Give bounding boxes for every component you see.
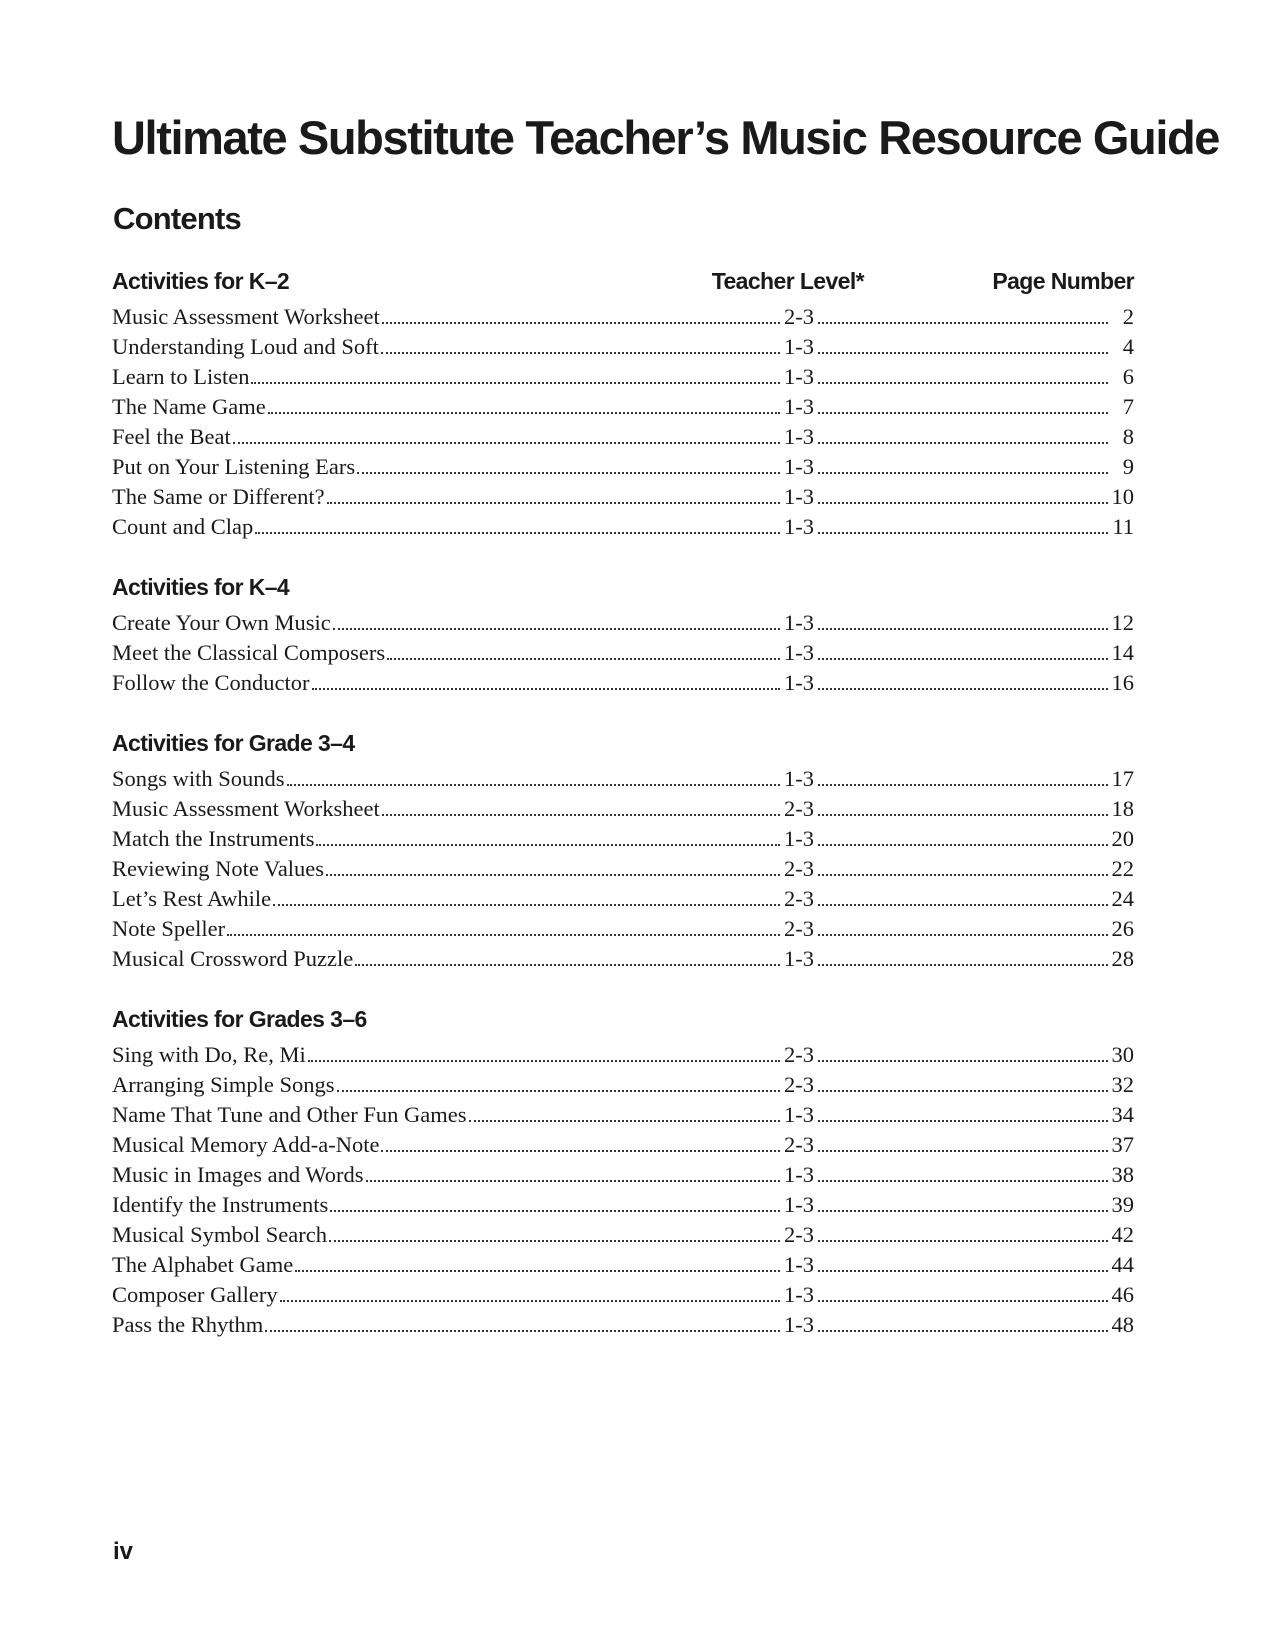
toc-entry-page-number: 46	[1111, 1282, 1134, 1307]
toc-entry-page-number: 30	[1111, 1042, 1134, 1067]
toc-entry-title: Put on Your Listening Ears	[112, 454, 356, 479]
toc-entry-title: Composer Gallery	[112, 1282, 278, 1307]
toc-entry-title: Understanding Loud and Soft	[112, 334, 379, 359]
toc-entry-page-number: 38	[1111, 1162, 1134, 1187]
leader-dots	[316, 844, 780, 846]
leader-dots	[818, 874, 1108, 876]
toc-entry-title: Count and Clap	[112, 514, 254, 539]
leader-dots	[818, 1210, 1108, 1212]
leader-dots	[280, 1300, 780, 1302]
toc-entry-title: Let’s Rest Awhile	[112, 886, 272, 911]
leader-dots	[818, 442, 1108, 444]
toc-items	[112, 1040, 1134, 1340]
toc-entry-teacher-level: 2-3	[784, 856, 814, 881]
leader-dots	[818, 472, 1108, 474]
toc-entry-teacher-level: 1-3	[784, 946, 814, 971]
toc-entry	[112, 944, 1134, 974]
toc-entry-title: The Name Game	[112, 394, 266, 419]
toc-items	[112, 764, 1134, 974]
toc-entry-title: Arranging Simple Songs	[112, 1072, 335, 1097]
leader-dots	[818, 658, 1108, 660]
section-title: Activities for Grade 3–4	[112, 730, 355, 756]
leader-dots	[366, 1180, 781, 1182]
toc-entry-teacher-level: 2-3	[784, 1222, 814, 1247]
toc-entry	[112, 1280, 1134, 1310]
toc-entry-title: The Alphabet Game	[112, 1252, 294, 1277]
toc-entry-teacher-level: 1-3	[784, 514, 814, 539]
toc-entry	[112, 392, 1134, 422]
toc-entry	[112, 1220, 1134, 1250]
leader-dots	[357, 472, 780, 474]
contents-heading: Contents	[113, 201, 241, 236]
toc-entry-teacher-level: 1-3	[784, 766, 814, 791]
toc-entry-page-number: 10	[1111, 484, 1134, 509]
leader-dots	[333, 628, 780, 630]
toc-entry	[112, 824, 1134, 854]
leader-dots	[382, 814, 780, 816]
toc-entry	[112, 422, 1134, 452]
leader-dots	[227, 934, 780, 936]
leader-dots	[382, 322, 780, 324]
toc-entry-teacher-level: 1-3	[784, 670, 814, 695]
toc-entry-page-number: 44	[1111, 1252, 1134, 1277]
section-title: Activities for K–2	[112, 268, 290, 294]
toc-entry	[112, 1310, 1134, 1340]
leader-dots	[308, 1060, 780, 1062]
toc-entry-page-number: 48	[1111, 1312, 1134, 1337]
leader-dots	[818, 1060, 1108, 1062]
toc-entry-title: The Same or Different?	[112, 484, 325, 509]
leader-dots	[818, 784, 1108, 786]
toc-entry-title: Follow the Conductor	[112, 670, 310, 695]
toc-entry-title: Pass the Rhythm	[112, 1312, 264, 1337]
page-folio: iv	[113, 1538, 134, 1565]
leader-dots	[818, 412, 1108, 414]
toc-entry-title: Name That Tune and Other Fun Games	[112, 1102, 467, 1127]
toc-entry	[112, 452, 1134, 482]
toc-entry	[112, 1040, 1134, 1070]
toc-entry	[112, 668, 1134, 698]
toc-entry-teacher-level: 1-3	[784, 394, 814, 419]
leader-dots	[287, 784, 780, 786]
toc-entry-title: Music Assessment Worksheet	[112, 304, 380, 329]
toc-entry-teacher-level: 1-3	[784, 334, 814, 359]
toc-entry	[112, 332, 1134, 362]
toc-entry-teacher-level: 1-3	[784, 640, 814, 665]
page-title: Ultimate Substitute Teacher’s Music Resource Guide	[112, 111, 1220, 164]
toc-entry-teacher-level: 2-3	[784, 916, 814, 941]
toc-entry-page-number: 9	[1122, 454, 1134, 479]
toc-entry-teacher-level: 1-3	[784, 1282, 814, 1307]
leader-dots	[329, 1240, 780, 1242]
toc-section-grades-3-6	[112, 1004, 1134, 1340]
toc-entry-title: Learn to Listen	[112, 364, 250, 389]
toc-entry-title: Meet the Classical Composers	[112, 640, 386, 665]
toc-items	[112, 302, 1134, 542]
leader-dots	[251, 382, 780, 384]
leader-dots	[355, 964, 780, 966]
toc-entry-page-number: 11	[1112, 514, 1134, 539]
leader-dots	[327, 502, 780, 504]
toc-entry	[112, 914, 1134, 944]
toc-entry-title: Musical Memory Add-a-Note	[112, 1132, 380, 1157]
toc-entry-title: Sing with Do, Re, Mi	[112, 1042, 306, 1067]
toc-entry-teacher-level: 1-3	[784, 1102, 814, 1127]
toc-entry-teacher-level: 1-3	[784, 1312, 814, 1337]
toc-entry-teacher-level: 2-3	[784, 304, 814, 329]
toc-section-grade-3-4	[112, 728, 1134, 974]
leader-dots	[312, 688, 781, 690]
toc-entry-title: Feel the Beat	[112, 424, 231, 449]
leader-dots	[818, 934, 1108, 936]
toc-entry	[112, 302, 1134, 332]
toc-entry	[112, 1160, 1134, 1190]
toc-entry-page-number: 26	[1111, 916, 1134, 941]
toc-entry-page-number: 39	[1111, 1192, 1134, 1217]
toc-entry	[112, 1100, 1134, 1130]
toc-entry-page-number: 34	[1111, 1102, 1134, 1127]
leader-dots	[818, 502, 1108, 504]
toc-entry-teacher-level: 1-3	[784, 484, 814, 509]
toc-items	[112, 608, 1134, 698]
leader-dots	[337, 1090, 781, 1092]
toc-entry	[112, 764, 1134, 794]
leader-dots	[818, 352, 1108, 354]
toc-entry	[112, 608, 1134, 638]
leader-dots	[818, 814, 1108, 816]
toc-entry-page-number: 8	[1122, 424, 1134, 449]
section-title: Activities for Grades 3–6	[112, 1006, 367, 1032]
toc-entry-page-number: 7	[1122, 394, 1134, 419]
toc-entry-teacher-level: 1-3	[784, 1252, 814, 1277]
toc-entry-page-number: 6	[1122, 364, 1134, 389]
leader-dots	[818, 964, 1108, 966]
toc-entry-teacher-level: 2-3	[784, 1072, 814, 1097]
leader-dots	[818, 688, 1108, 690]
toc-entry	[112, 794, 1134, 824]
toc-entry-title: Match the Instruments	[112, 826, 315, 851]
toc-entry-teacher-level: 1-3	[784, 1162, 814, 1187]
toc-entry	[112, 638, 1134, 668]
toc-header-row	[112, 266, 1134, 302]
leader-dots	[818, 1180, 1108, 1182]
toc-entry-page-number: 28	[1111, 946, 1134, 971]
toc-entry-title: Songs with Sounds	[112, 766, 285, 791]
leader-dots	[818, 1300, 1108, 1302]
toc-entry	[112, 1130, 1134, 1160]
leader-dots	[273, 904, 780, 906]
toc-entry	[112, 1070, 1134, 1100]
leader-dots	[818, 1270, 1108, 1272]
toc-entry-page-number: 32	[1111, 1072, 1134, 1097]
toc-entry-page-number: 42	[1111, 1222, 1134, 1247]
toc-entry-page-number: 18	[1111, 796, 1134, 821]
toc-entry	[112, 482, 1134, 512]
leader-dots	[381, 1150, 780, 1152]
toc-entry-page-number: 24	[1111, 886, 1134, 911]
leader-dots	[818, 532, 1108, 534]
toc-entry-title: Musical Crossword Puzzle	[112, 946, 354, 971]
leader-dots	[818, 382, 1108, 384]
leader-dots	[818, 1090, 1108, 1092]
toc-entry	[112, 1190, 1134, 1220]
toc-entry-teacher-level: 2-3	[784, 1042, 814, 1067]
toc-entry-title: Identify the Instruments	[112, 1192, 329, 1217]
toc-entry-teacher-level: 2-3	[784, 1132, 814, 1157]
toc-entry-teacher-level: 1-3	[784, 364, 814, 389]
toc-entry	[112, 512, 1134, 542]
toc-entry-teacher-level: 2-3	[784, 886, 814, 911]
leader-dots	[818, 1240, 1108, 1242]
leader-dots	[326, 874, 780, 876]
toc-entry-page-number: 4	[1122, 334, 1134, 359]
toc-entry-teacher-level: 2-3	[784, 796, 814, 821]
toc-entry-page-number: 12	[1111, 610, 1134, 635]
toc-entry	[112, 1250, 1134, 1280]
toc-entry-teacher-level: 1-3	[784, 610, 814, 635]
leader-dots	[818, 628, 1108, 630]
leader-dots	[381, 352, 780, 354]
toc-entry-page-number: 16	[1111, 670, 1134, 695]
toc-entry-teacher-level: 1-3	[784, 424, 814, 449]
toc-section-k2	[112, 266, 1134, 542]
leader-dots	[818, 1120, 1108, 1122]
toc-entry-title: Music in Images and Words	[112, 1162, 364, 1187]
toc-entry-page-number: 2	[1122, 304, 1134, 329]
leader-dots	[469, 1120, 780, 1122]
toc-entry-page-number: 22	[1111, 856, 1134, 881]
table-of-contents	[112, 266, 1134, 1370]
toc-entry	[112, 362, 1134, 392]
toc-entry-teacher-level: 1-3	[784, 1192, 814, 1217]
leader-dots	[330, 1210, 780, 1212]
toc-entry-title: Create Your Own Music	[112, 610, 331, 635]
toc-entry-title: Note Speller	[112, 916, 226, 941]
leader-dots	[255, 532, 780, 534]
toc-entry-page-number: 37	[1111, 1132, 1134, 1157]
toc-entry-teacher-level: 1-3	[784, 826, 814, 851]
leader-dots	[233, 442, 780, 444]
toc-section-k4	[112, 572, 1134, 698]
leader-dots	[818, 1330, 1108, 1332]
toc-entry-title: Reviewing Note Values	[112, 856, 325, 881]
leader-dots	[818, 1150, 1108, 1152]
leader-dots	[268, 412, 780, 414]
toc-entry-title: Music Assessment Worksheet	[112, 796, 380, 821]
toc-entry-teacher-level: 1-3	[784, 454, 814, 479]
toc-entry-page-number: 17	[1111, 766, 1134, 791]
teacher-level-column-header: Teacher Level*	[711, 268, 864, 294]
leader-dots	[265, 1330, 780, 1332]
toc-entry-page-number: 20	[1111, 826, 1134, 851]
leader-dots	[818, 844, 1108, 846]
leader-dots	[818, 322, 1108, 324]
toc-entry	[112, 884, 1134, 914]
toc-entry-title: Musical Symbol Search	[112, 1222, 327, 1247]
toc-entry	[112, 854, 1134, 884]
section-title: Activities for K–4	[112, 574, 290, 600]
page-number-column-header: Page Number	[992, 268, 1134, 294]
leader-dots	[387, 658, 780, 660]
toc-entry-page-number: 14	[1111, 640, 1134, 665]
leader-dots	[295, 1270, 780, 1272]
leader-dots	[818, 904, 1108, 906]
